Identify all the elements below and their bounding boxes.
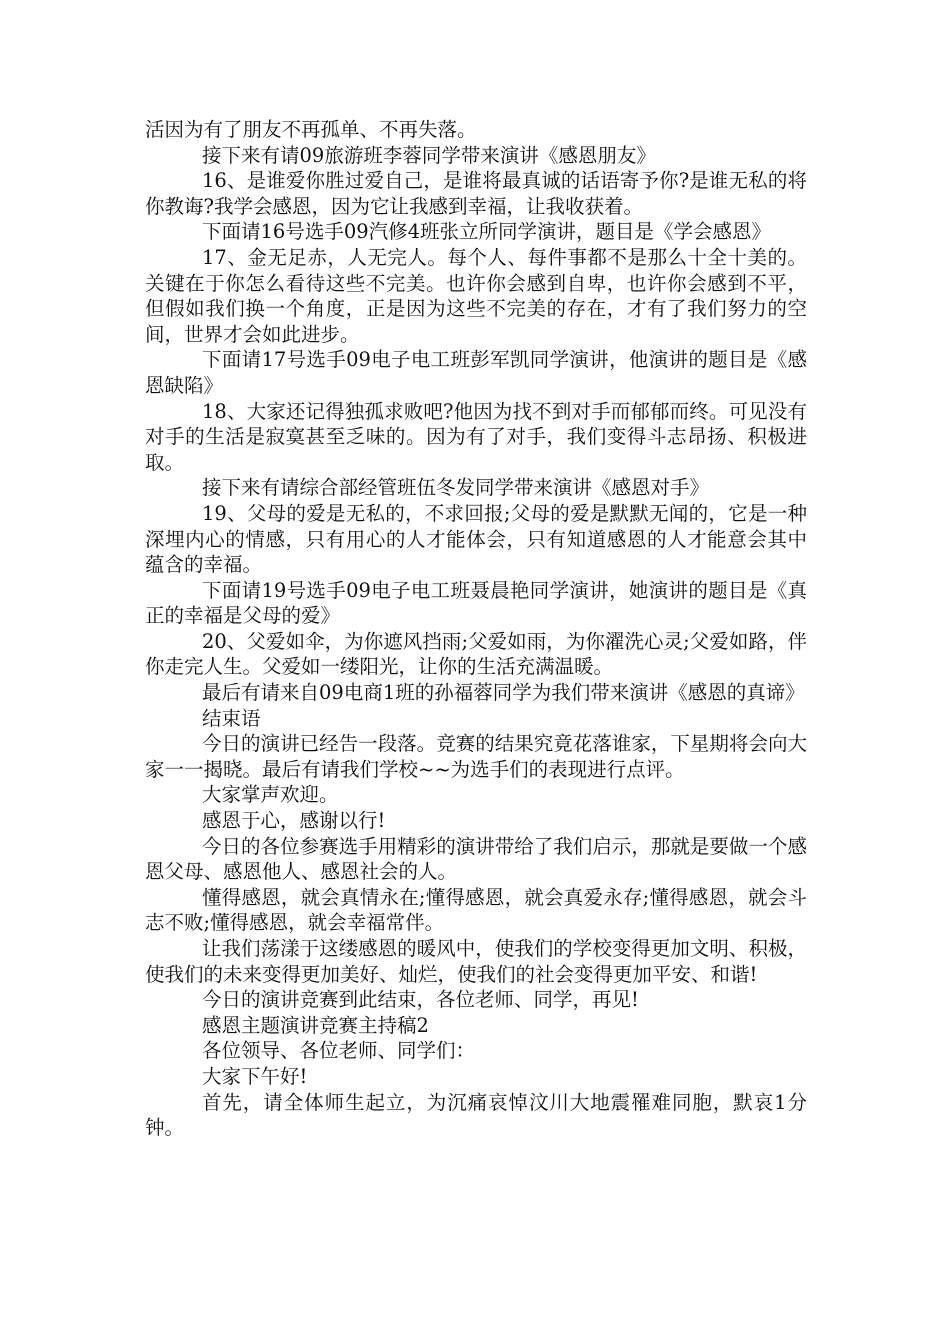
paragraph: 18、大家还记得独孤求败吧?他因为找不到对手而郁郁而终。可见没有对手的生活是寂寞甚至乏味的。因为有了对手，我们变得斗志昂扬、积极进取。 bbox=[145, 399, 807, 474]
paragraph: 各位领导、各位老师、同学们： bbox=[202, 1039, 476, 1063]
paragraph: 首先，请全体师生起立，为沉痛哀悼汶川大地震罹难同胞，默哀1分钟。 bbox=[145, 1090, 807, 1140]
paragraph: 16、是谁爱你胜过爱自己，是谁将最真诚的话语寄予你?是谁无私的将你教诲?我学会感恩，因为它让我感到幸福，让我收获着。 bbox=[145, 169, 807, 218]
section-heading: 结束语 bbox=[202, 706, 261, 730]
paragraph: 17、金无足赤，人无完人。每个人、每件事都不是那么十全十美的。关键在于你怎么看待这些不完美。也许你会感到自卑，也许你会感到不平，但假如我们换一个角度，正是因为这些不完美的存在，才有了我们努力的空间，世界才会如此进步。 bbox=[145, 245, 807, 346]
paragraph: 大家下午好! bbox=[202, 1064, 308, 1088]
paragraph: 下面请16号选手09汽修4班张立所同学演讲，题目是《学会感恩》 bbox=[202, 220, 772, 244]
paragraph: 让我们荡漾于这缕感恩的暖风中，使我们的学校变得更加文明、积极，使我们的未来变得更加美好、灿烂，使我们的社会变得更加平安、和谐! bbox=[145, 937, 807, 986]
paragraph: 接下来有请综合部经管班伍冬发同学带来演讲《感恩对手》 bbox=[202, 476, 710, 500]
paragraph: 19、父母的爱是无私的，不求回报;父母的爱是默默无闻的，它是一种深埋内心的情感，只有用心的人才能体会，只有知道感恩的人才能意会其中蕴含的幸福。 bbox=[145, 501, 807, 577]
paragraph: 大家掌声欢迎。 bbox=[202, 783, 339, 807]
paragraph: 今日的各位参赛选手用精彩的演讲带给了我们启示，那就是要做一个感恩父母、感恩他人、感恩社会的人。 bbox=[145, 834, 807, 884]
paragraph: 今日的演讲竞赛到此结束，各位老师、同学，再见! bbox=[202, 988, 639, 1012]
paragraph: 下面请19号选手09电子电工班聂晨艳同学演讲，她演讲的题目是《真正的幸福是父母的爱》 bbox=[145, 578, 807, 628]
paragraph: 感恩于心，感谢以行! bbox=[202, 809, 386, 833]
paragraph: 最后有请来自09电商1班的孙福蓉同学为我们带来演讲《感恩的真谛》 bbox=[202, 681, 805, 705]
paragraph: 下面请17号选手09电子电工班彭军凯同学演讲，他演讲的题目是《感恩缺陷》 bbox=[145, 348, 807, 397]
paragraph: 20、父爱如伞，为你遮风挡雨;父爱如雨，为你濯洗心灵;父爱如路，伴你走完人生。父爱如一缕阳光，让你的生活充满温暖。 bbox=[145, 629, 807, 679]
section-heading: 感恩主题演讲竞赛主持稿2 bbox=[202, 1013, 429, 1037]
paragraph: 接下来有请09旅游班李蓉同学带来演讲《感恩朋友》 bbox=[202, 143, 656, 167]
paragraph: 今日的演讲已经告一段落。竞赛的结果究竟花落谁家，下星期将会向大家一一揭晓。最后有请我们学校~~为选手们的表现进行点评。 bbox=[145, 732, 807, 781]
paragraph: 懂得感恩，就会真情永在;懂得感恩，就会真爱永存;懂得感恩，就会斗志不败;懂得感恩，就会幸福常伴。 bbox=[145, 885, 807, 935]
document-body bbox=[145, 117, 807, 1141]
paragraph: 活因为有了朋友不再孤单、不再失落。 bbox=[145, 118, 477, 141]
